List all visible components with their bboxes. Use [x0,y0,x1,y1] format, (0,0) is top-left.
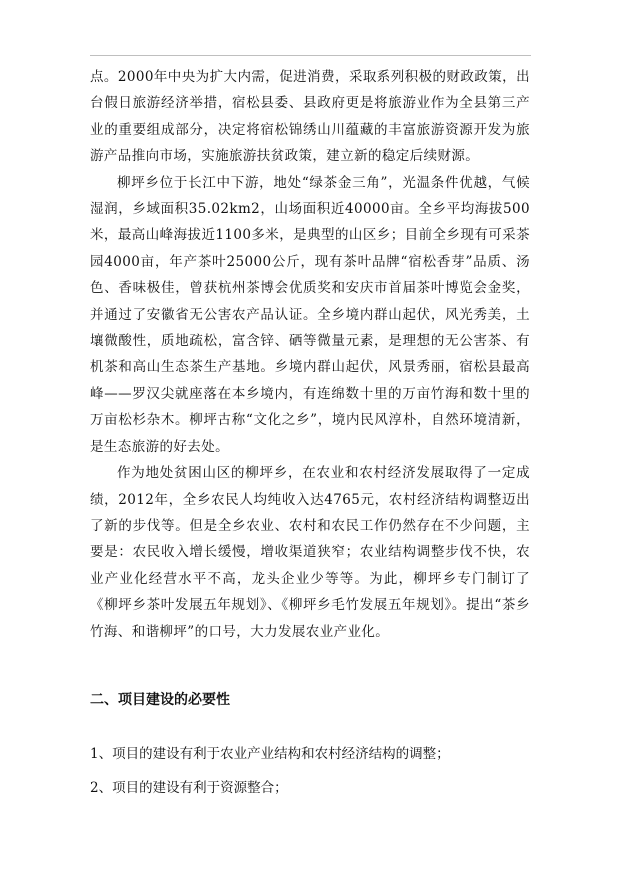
paragraph-economic-development: 作为地处贫困山区的柳坪乡，在农业和农村经济发展取得了一定成绩，2012年，全乡农民人均纯收入达4765元，农村经济结构调整迈出了新的步伐等。但是全乡农业、农村和农民工作仍然存在不少问题，主要是：农民收入增长缓慢，增收渠道狭窄；农业结构调整步伐不快，农业产业化经营水平不高，龙头企业少等等。为此，柳坪乡专门制订了《柳坪乡茶叶发展五年规划》、《柳坪乡毛竹发展五年规划》。提出“茶乡竹海、和谐柳坪”的口号，大力发展农业产业化。 [90,465,530,640]
body-text [90,64,530,645]
list-item: 2、项目的建设有利于资源整合； [90,780,288,796]
header-rule [90,55,531,56]
paragraph-tourism-policy: 点。2000年中央为扩大内需，促进消费，采取系列积极的财政政策，出台假日旅游经济举措，宿松县委、县政府更是将旅游业作为全县第三产业的重要组成部分，决定将宿松锦绣山川蕴藏的丰富旅游资源开发为旅游产品推向市场，实施旅游扶贫政策，建立新的稳定后续财源。 [90,69,530,165]
list-item: 1、项目的建设有利于农业产业结构和农村经济结构的调整； [90,746,450,762]
paragraph-liuping-overview: 柳坪乡位于长江中下游，地处“绿茶金三角”，光温条件优越，气候湿润，乡域面积35.02km2，山场面积近40000亩。全乡平均海拔500米，最高山峰海拔近1100多米，是典型的山区乡；目前全乡现有可采茶园4000亩，年产茶叶25000公斤，现有茶叶品牌“宿松香芽”品质、汤色、香味极佳，曾获杭州茶博会优质奖和安庆市首届茶叶博览会金奖，并通过了安徽省无公害农产品认证。全乡境内群山起伏，风光秀美，土壤微酸性，质地疏松，富含锌、硒等微量元素，是理想的无公害茶、有机茶和高山生态茶生产基地。乡境内群山起伏，风景秀丽，宿松县最高峰——罗汉尖就座落在本乡境内，有连绵数十里的万亩竹海和数十里的万亩松杉杂木。柳坪古称“文化之乡”，境内民风淳朴，自然环境清新，是生态旅游的好去处。 [90,174,530,455]
section-heading: 二、项目建设的必要性 [90,692,230,708]
